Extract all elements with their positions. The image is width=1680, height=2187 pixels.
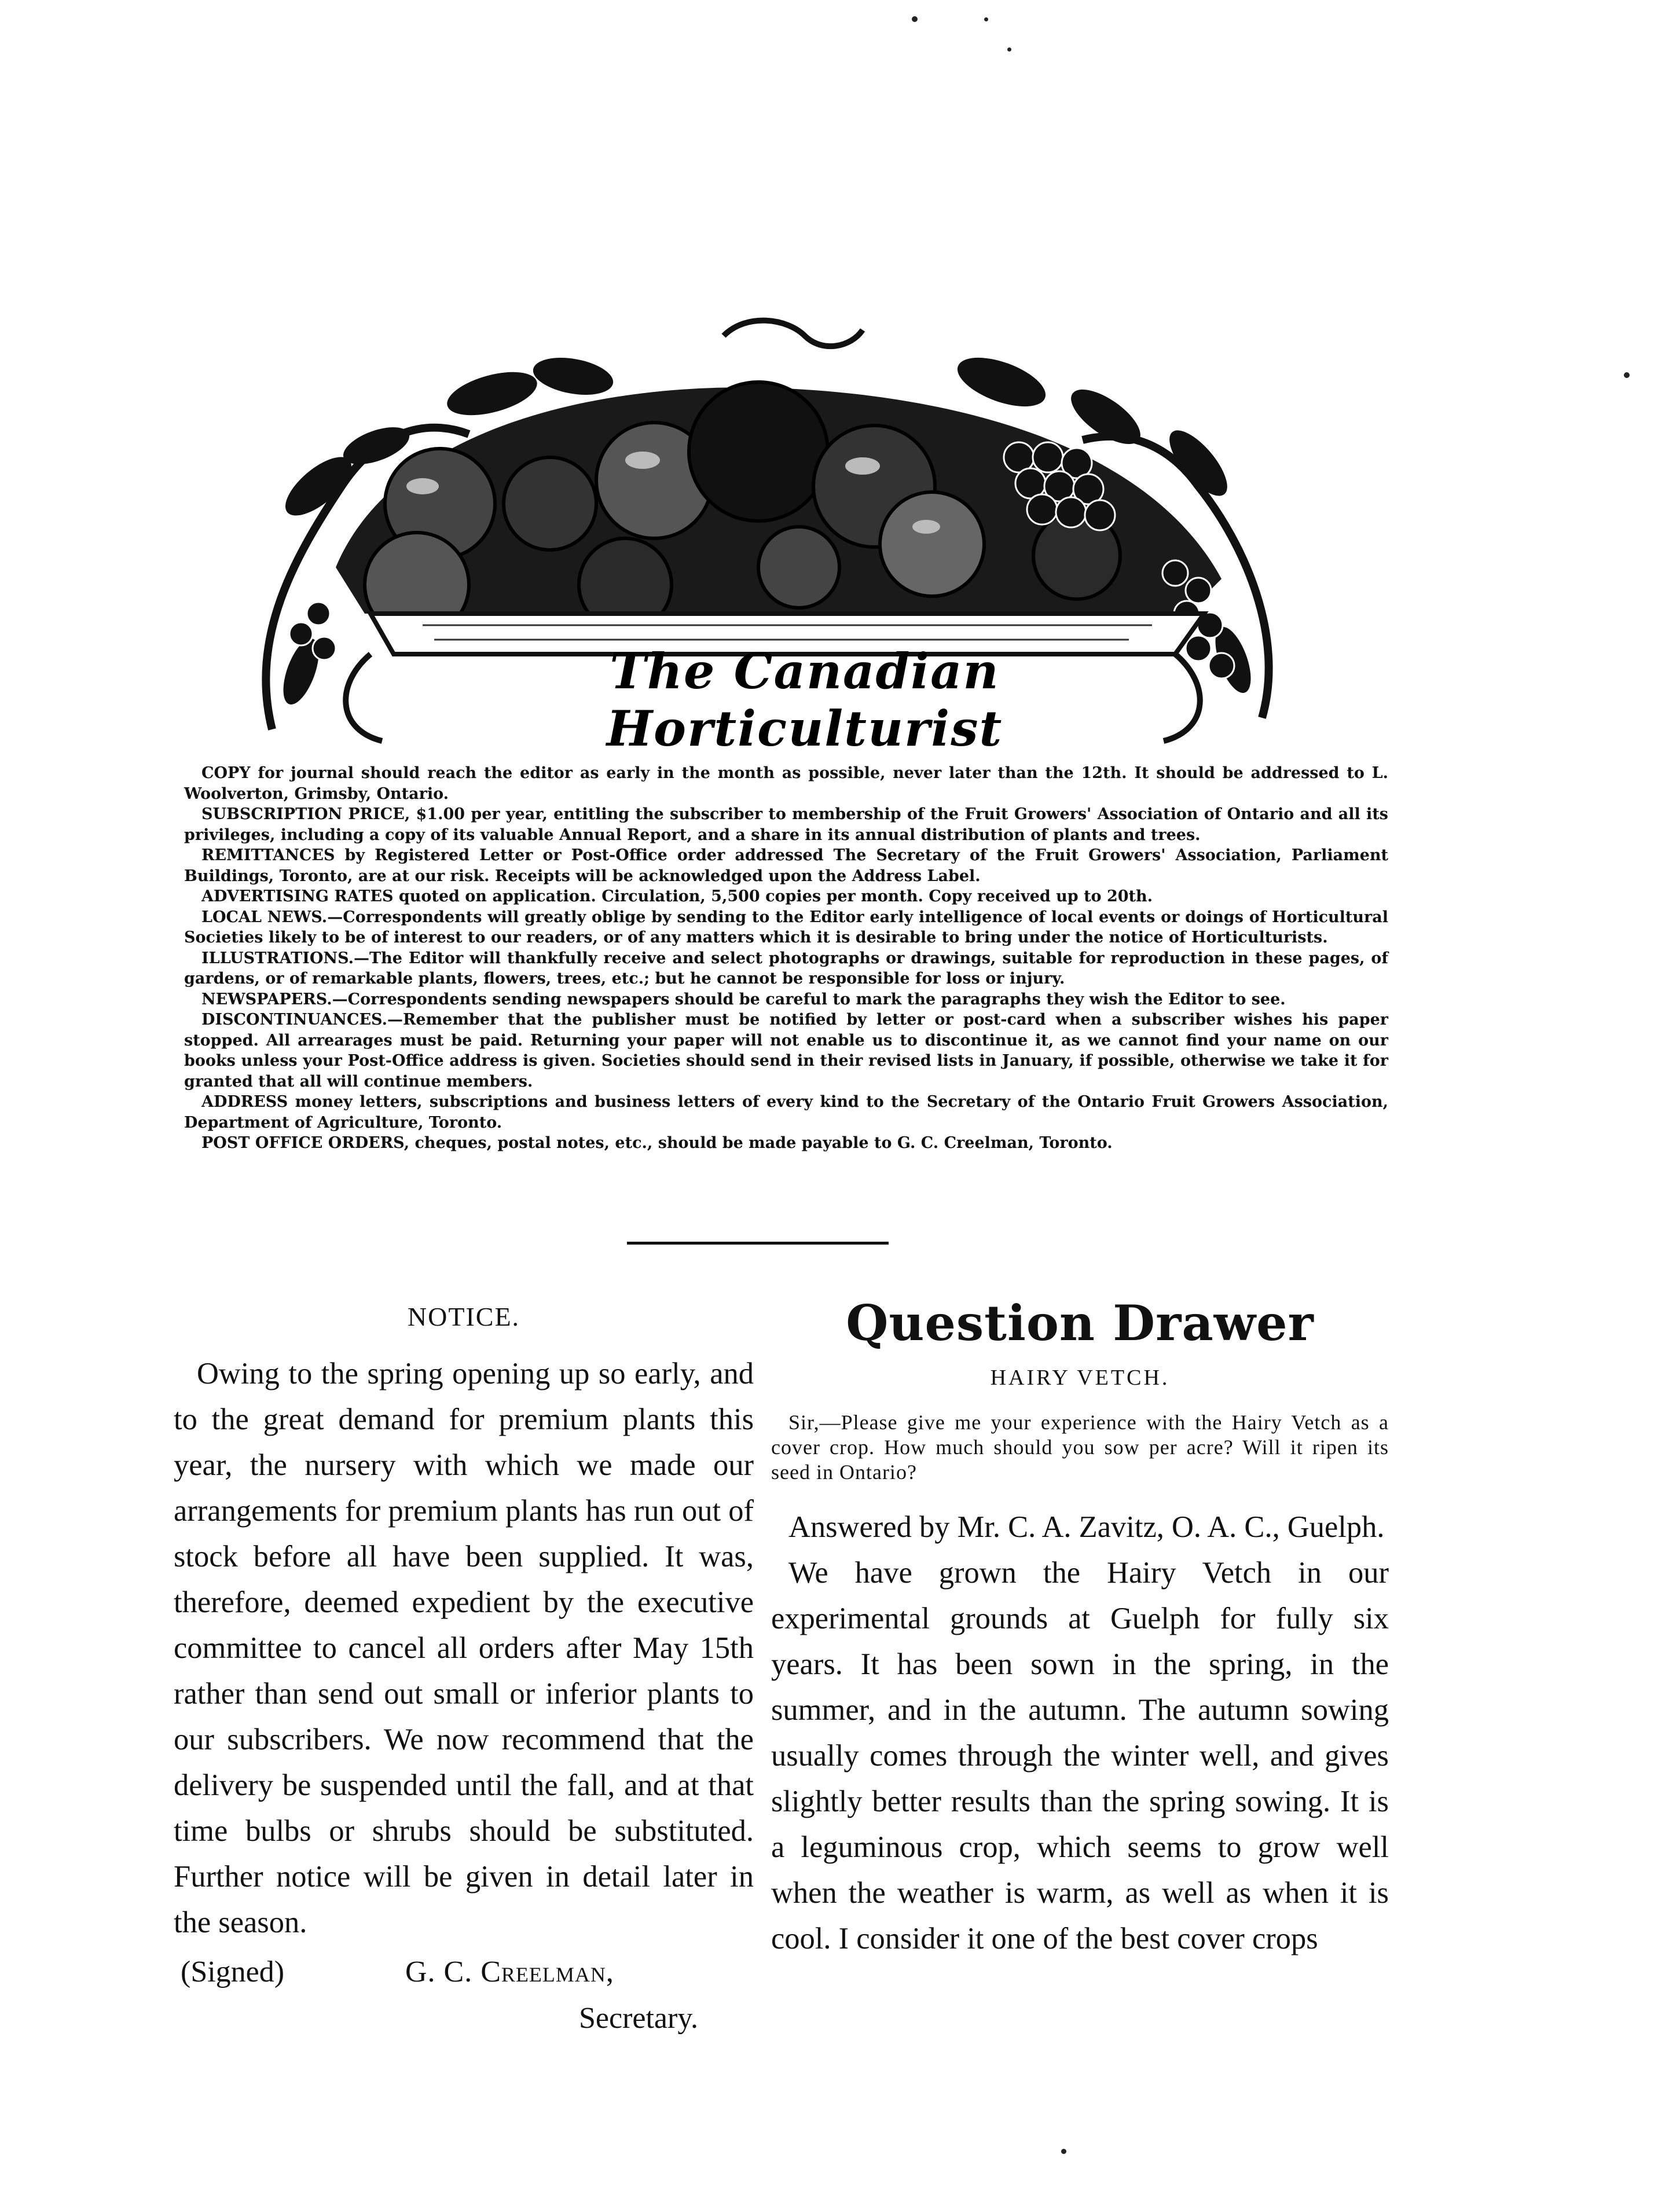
notice-column [174, 1301, 754, 2059]
masthead [249, 313, 1285, 764]
note-remittances: REMITTANCES by Registered Letter or Post-Office order addressed The Secretary of the Fruit Growers' Association, Parliament Buildings, Toronto, are at our risk. Receipts will be acknowledged upon the Address Label. [184, 846, 1388, 885]
scan-speck [1624, 372, 1630, 378]
scan-speck [1007, 47, 1011, 52]
signer-title: Secretary. [579, 2002, 698, 2035]
signed-label: (Signed) [181, 1955, 285, 1988]
signature-block [174, 1955, 754, 2059]
note-advertising-rates: ADVERTISING RATES quoted on application. Circulation, 5,500 copies per month. Copy received up to 20th. [201, 887, 1153, 905]
answered-by: Answered by Mr. C. A. Zavitz, O. A. C., Guelph. [788, 1510, 1385, 1544]
note-address: ADDRESS money letters, subscriptions and business letters of every kind to the Secretary of the Ontario Fruit Growers Association, Department of Agriculture, Toronto. [184, 1093, 1388, 1132]
question-subheading: HAIRY VETCH. [990, 1366, 1170, 1390]
note-copy: COPY for journal should reach the editor as early in the month as possible, never later than the 12th. It should be addressed to L. Woolverton, Grimsby, Ontario. [184, 764, 1388, 803]
notice-heading: NOTICE. [407, 1302, 520, 1331]
scan-speck [912, 16, 918, 22]
signer-name: G. C. Creelman, [405, 1955, 614, 1988]
note-subscription-price: SUBSCRIPTION PRICE, $1.00 per year, entitling the subscriber to membership of the Fruit Growers' Association of Ontario and all its privileges, including a copy of its valuable Annual Report, and a share in its annual distribution of plants and trees. [184, 805, 1388, 844]
reader-question: Sir,—Please give me your experience with the Hairy Vetch as a cover crop. How much should you sow per acre? Will it ripen its seed in Ontario? [771, 1411, 1389, 1484]
answer-body: We have grown the Hairy Vetch in our experimental grounds at Guelph for fully six years. It has been sown in the spring, in the summer, and in the autumn. The autumn sowing usually comes through the winter well, and gives slightly better results than the spring sowing. It is a leguminous crop, which seems to grow well when the weather is warm, as well as when it is cool. I consider it one of the best cover crops [771, 1556, 1389, 1955]
scan-speck [1061, 2149, 1066, 2154]
section-divider [627, 1242, 889, 1245]
publisher-notes [184, 763, 1388, 1154]
note-discontinuances: DISCONTINUANCES.—Remember that the publisher must be notified by letter or post-card when a subscriber wishes his paper stopped. All arrearages must be paid. Returning your paper will not enable us to discontinue it, as we cannot find your name on our books unless your Post-Office address is given. Societies should send in their revised lists in January, if possible, otherwise we take it for granted that all will continue members. [184, 1011, 1388, 1091]
masthead-title: The Canadian Horticulturist [606, 643, 1003, 757]
note-local-news: LOCAL NEWS.—Correspondents will greatly oblige by sending to the Editor early intelligence of local events or doings of Horticultural Societies likely to be of interest to our readers, or of any matters which it is desirable to bring under the notice of Horticulturists. [184, 908, 1388, 946]
note-newspapers: NEWSPAPERS.—Correspondents sending newspapers should be careful to mark the paragraphs they wish the Editor to see. [201, 990, 1286, 1008]
note-illustrations: ILLUSTRATIONS.—The Editor will thankfully receive and select photographs or drawings, suitable for reproduction in these pages, of gardens, or of remarkable plants, flowers, trees, etc.; but he cannot be responsible for loss or injury. [184, 949, 1388, 988]
scan-speck [984, 17, 988, 21]
note-post-office-orders: POST OFFICE ORDERS, cheques, postal notes, etc., should be made payable to G. C. Creelman, Toronto. [201, 1134, 1113, 1152]
question-drawer-heading: Question Drawer [846, 1294, 1314, 1352]
notice-body: Owing to the spring opening up so early, and to the great demand for premium plants this year, the nursery with which we made our arrangements for premium plants has run out of stock before all have been supplied. It was, therefore, deemed expedient by the executive committee to cancel all orders after May 15th rather than send out small or inferior plants to our subscribers. We now recommend that the delivery be suspended until the fall, and at that time bulbs or shrubs should be substituted. Further notice will be given in detail later in the season. [174, 1357, 754, 1939]
question-drawer-column [771, 1294, 1389, 1962]
